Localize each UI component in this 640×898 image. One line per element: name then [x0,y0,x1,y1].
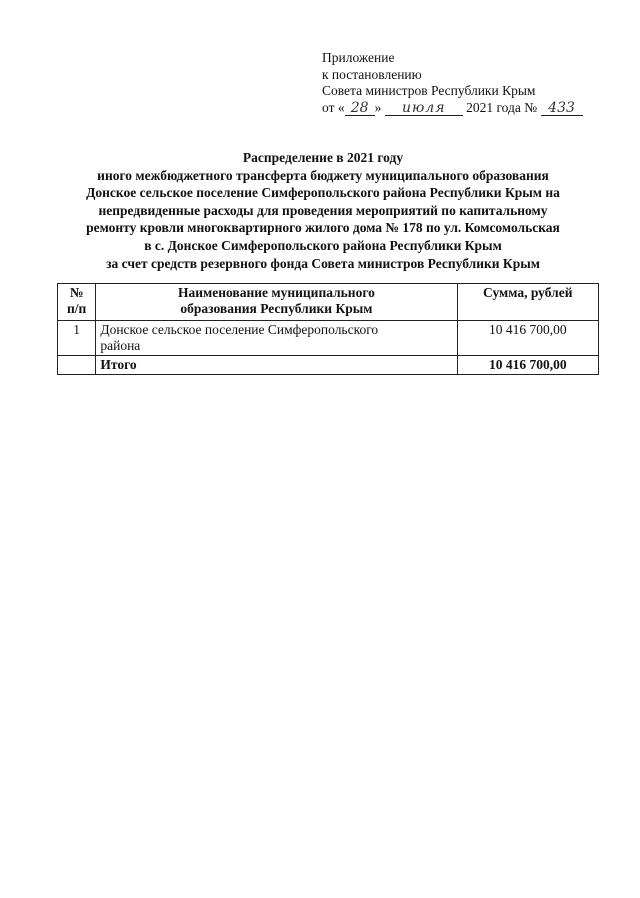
appendix-date-line [322,100,622,117]
row-municipality-line1: Донское сельское поселение Симферопольского [100,322,379,337]
header-municipality-line1: Наименование муниципального [178,285,375,300]
total-empty-cell [58,356,96,375]
title-line: непредвиденные расходы для проведения мероприятий по капитальному [98,202,548,218]
row-number: 1 [58,321,96,356]
date-prefix: от « [322,99,345,115]
title-line: в с. Донское Симферопольского района Республики Крым [144,237,502,253]
title-line: Донское сельское поселение Симферопольского района Республики Крым на [86,185,560,201]
row-municipality-line2: района [100,338,141,353]
title-line: ремонту кровли многоквартирного жилого дома № 178 по ул. Комсомольская [86,220,560,236]
handwritten-month: июля [385,101,463,116]
total-sum: 10 416 700,00 [457,356,598,375]
handwritten-day: 28 [345,101,375,116]
row-sum: 10 416 700,00 [457,321,598,356]
appendix-reference: к постановлению [322,66,422,82]
header-number-line1: № [69,285,84,300]
header-municipality-line2: образования Республики Крым [180,301,373,316]
row-municipality [96,321,457,356]
distribution-table [57,283,599,375]
title-line: Распределение в 2021 году [242,150,404,165]
handwritten-doc-number: 433 [541,101,583,116]
table-total-row [58,356,599,375]
title-line: иного межбюджетного трансферта бюджету муниципального образования [97,167,549,183]
date-mid: » [374,99,382,115]
document-title [40,149,606,272]
table-header-row [58,284,599,321]
table-row [58,321,599,356]
appendix-title: Приложение [322,50,395,65]
header-number-line2: п/п [67,301,87,316]
total-label: Итого [96,356,457,375]
appendix-header [322,50,622,117]
header-municipality [96,284,457,321]
date-year: 2021 года № [466,99,538,115]
header-sum: Сумма, рублей [457,284,598,321]
header-number [58,284,96,321]
title-line: за счет средств резервного фонда Совета министров Республики Крым [106,255,540,271]
appendix-issuer: Совета министров Республики Крым [322,83,536,98]
